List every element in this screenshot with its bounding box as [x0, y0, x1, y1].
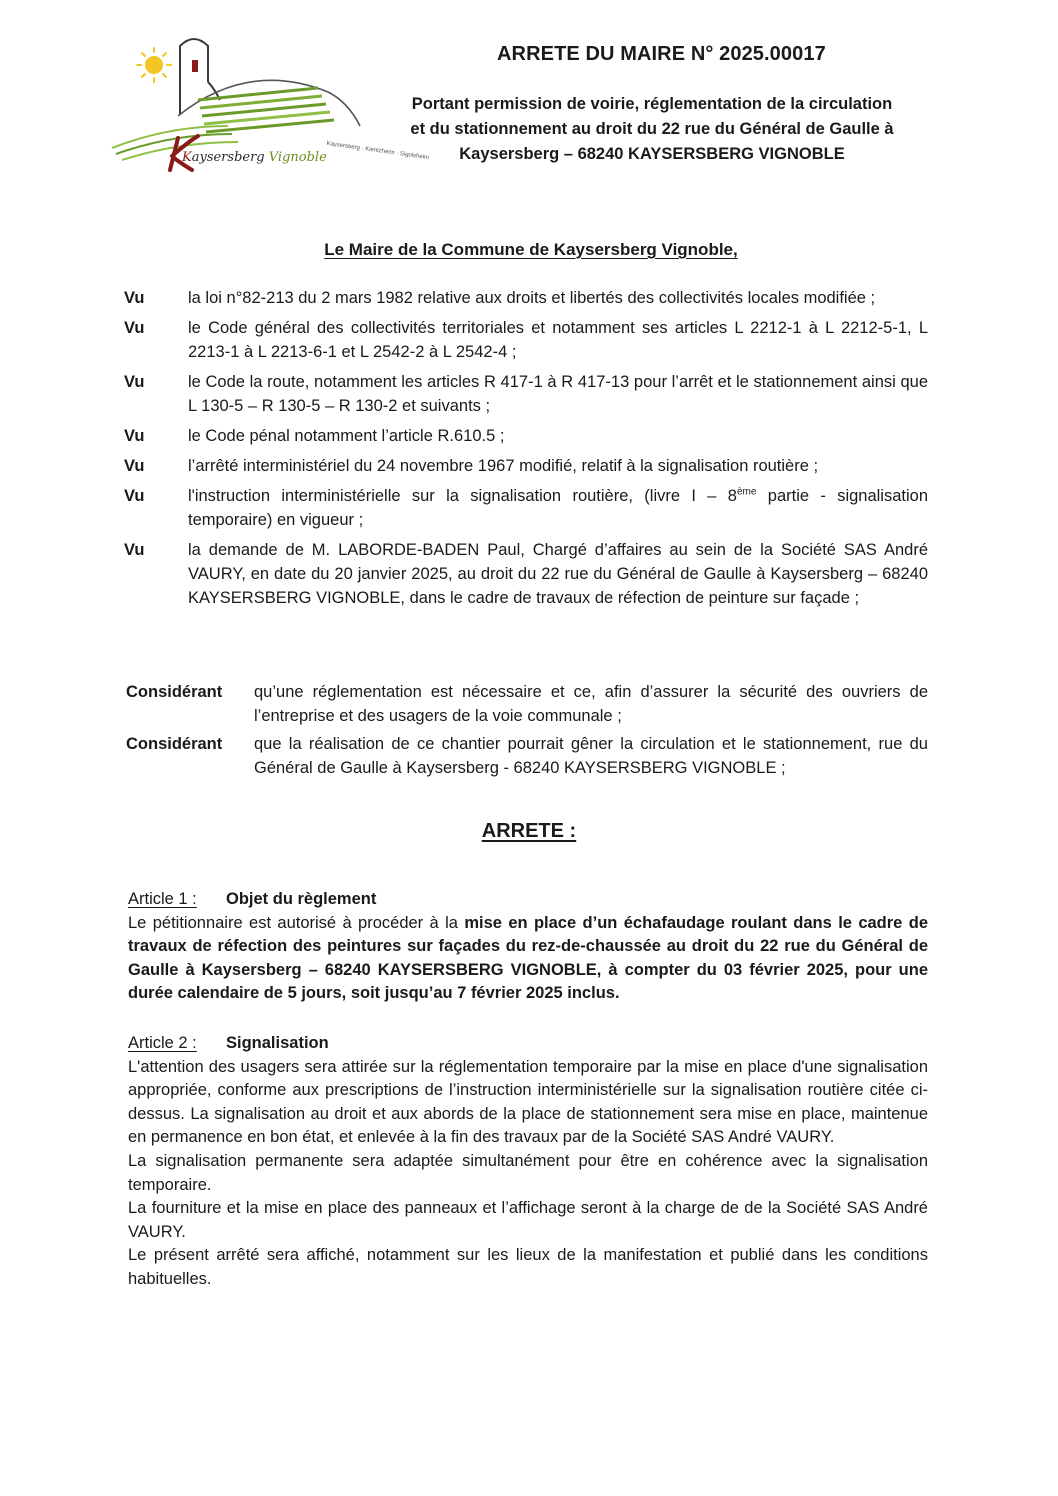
- article-paragraph: La fourniture et la mise en place des panneaux et l’affichage seront à la charge de de la Société SAS André VAURY.: [128, 1199, 928, 1241]
- vu-item: [124, 316, 928, 364]
- vu-text: le Code général des collectivités territoriales et notamment ses articles L 2212-1 à L 2212-5-1, L 2213-1 à L 2213-6-1 et L 2542-2 à L 2542-4 ;: [188, 319, 928, 361]
- vu-label: Vu: [124, 487, 145, 505]
- castle-tower-icon: [180, 39, 220, 114]
- vu-text: le Code la route, notamment les articles R 417-1 à R 417-13 pour l’arrêt et le stationnement ainsi que L 130-5 – R 130-5 – R 130-2 et suivants ;: [188, 373, 928, 415]
- considerant-label: Considérant: [126, 735, 223, 753]
- vu-item: [124, 370, 928, 418]
- vu-label: Vu: [124, 427, 145, 445]
- vu-item: [124, 538, 928, 610]
- article-number: Article 2 :: [128, 1034, 197, 1052]
- article-paragraph: Le présent arrêté sera affiché, notamment sur les lieux de la manifestation et publié dans les conditions habituelles.: [128, 1246, 928, 1288]
- considerant-item: [126, 680, 928, 728]
- decree-title: ARRETE DU MAIRE N° 2025.00017: [497, 43, 826, 65]
- vu-label: Vu: [124, 457, 145, 475]
- vu-text: la loi n°82-213 du 2 mars 1982 relative aux droits et libertés des collectivités locales modifiée ;: [188, 289, 876, 307]
- article-body: [128, 1056, 928, 1292]
- subtitle-line: Portant permission de voirie, réglementation de la circulation: [411, 95, 893, 113]
- article-paragraph: L'attention des usagers sera attirée sur la réglementation temporaire par la mise en place d'une signalisation appropriée, conforme aux prescriptions de l’instruction interministérielle sur la signalisation routière citée ci-dessus. La signalisation au droit et aux abords de la place de stationnement sera mise en place, maintenue en permanence en bon état, et enlevée à la fin des travaux par de la Société SAS André VAURY.: [128, 1057, 928, 1147]
- subtitle-line: Kaysersberg – 68240 KAYSERSBERG VIGNOBLE: [459, 145, 845, 163]
- vu-item: [124, 484, 928, 532]
- sun-icon: [137, 48, 171, 82]
- arrete-heading: ARRETE :: [481, 820, 577, 842]
- article-1: [128, 888, 928, 1006]
- article-paragraph: La signalisation permanente sera adaptée simultanément pour être en cohérence avec la signalisation temporaire.: [128, 1151, 928, 1194]
- considerant-text: que la réalisation de ce chantier pourrait gêner la circulation et le stationnement, rue du Général de Gaulle à Kaysersberg - 68240 KAYSERSBERG VIGNOBLE ;: [254, 735, 928, 777]
- article-header: [128, 888, 928, 912]
- article-header: [128, 1032, 928, 1056]
- article-2: [128, 1032, 928, 1292]
- vu-list: [124, 286, 928, 616]
- considerant-list: [126, 680, 928, 784]
- article-title: Signalisation: [226, 1034, 329, 1052]
- vu-label: Vu: [124, 319, 145, 337]
- logo-villages-text: Kaysersberg · Kientzheim · Sigolsheim: [326, 140, 430, 162]
- article-number: Article 1 :: [128, 890, 197, 908]
- vu-text: l’arrêté interministériel du 24 novembre 1967 modifié, relatif à la signalisation routière ;: [188, 457, 819, 475]
- decree-subtitle: [372, 92, 932, 167]
- logo-wordmark: Kaysersberg Vignoble: [182, 150, 327, 165]
- vu-label: Vu: [124, 373, 145, 391]
- vu-label: Vu: [124, 289, 145, 307]
- article-paragraph: Le pétitionnaire est autorisé à procéder à la mise en place d’un échafaudage roulant dans le cadre de travaux de réfection des peintures sur façades du rez-de-chaussée au droit du 22 rue du Général de Gaulle à Kaysersberg – 68240 KAYSERSBERG VIGNOBLE, à compter du 03 février 2025, pour une durée calendaire de 5 jours, soit jusqu’au 7 février 2025 inclus.: [128, 913, 928, 1003]
- vu-item: [124, 454, 928, 478]
- vu-text: la demande de M. LABORDE-BADEN Paul, Chargé d’affaires au sein de la Société SAS André VAURY, en date du 20 janvier 2025, au droit du 22 rue du Général de Gaulle à Kaysersberg – 68240 KAYSERSBERG VIGNOBLE, dans le cadre de travaux de réfection de peinture sur façade ;: [188, 541, 928, 607]
- article-title: Objet du règlement: [226, 890, 377, 908]
- article-body: [128, 912, 928, 1006]
- considerant-label: Considérant: [126, 683, 223, 701]
- vu-text: l'instruction interministérielle sur la signalisation routière, (livre I – 8ème partie - signalisation temporaire) en vigueur ;: [188, 486, 929, 529]
- mayor-heading: Le Maire de la Commune de Kaysersberg Vignoble,: [324, 240, 738, 259]
- vu-item: [124, 424, 928, 448]
- considerant-text: qu’une réglementation est nécessaire et ce, afin d’assurer la sécurité des ouvriers de l’entreprise et des usagers de la voie communale ;: [254, 683, 928, 725]
- subtitle-line: et du stationnement au droit du 22 rue du Général de Gaulle à: [410, 120, 894, 138]
- vu-label: Vu: [124, 541, 145, 559]
- vu-item: [124, 286, 928, 310]
- vineyard-hills-icon: [112, 80, 360, 160]
- vu-text: le Code pénal notamment l’article R.610.5 ;: [188, 427, 505, 445]
- considerant-item: [126, 732, 928, 780]
